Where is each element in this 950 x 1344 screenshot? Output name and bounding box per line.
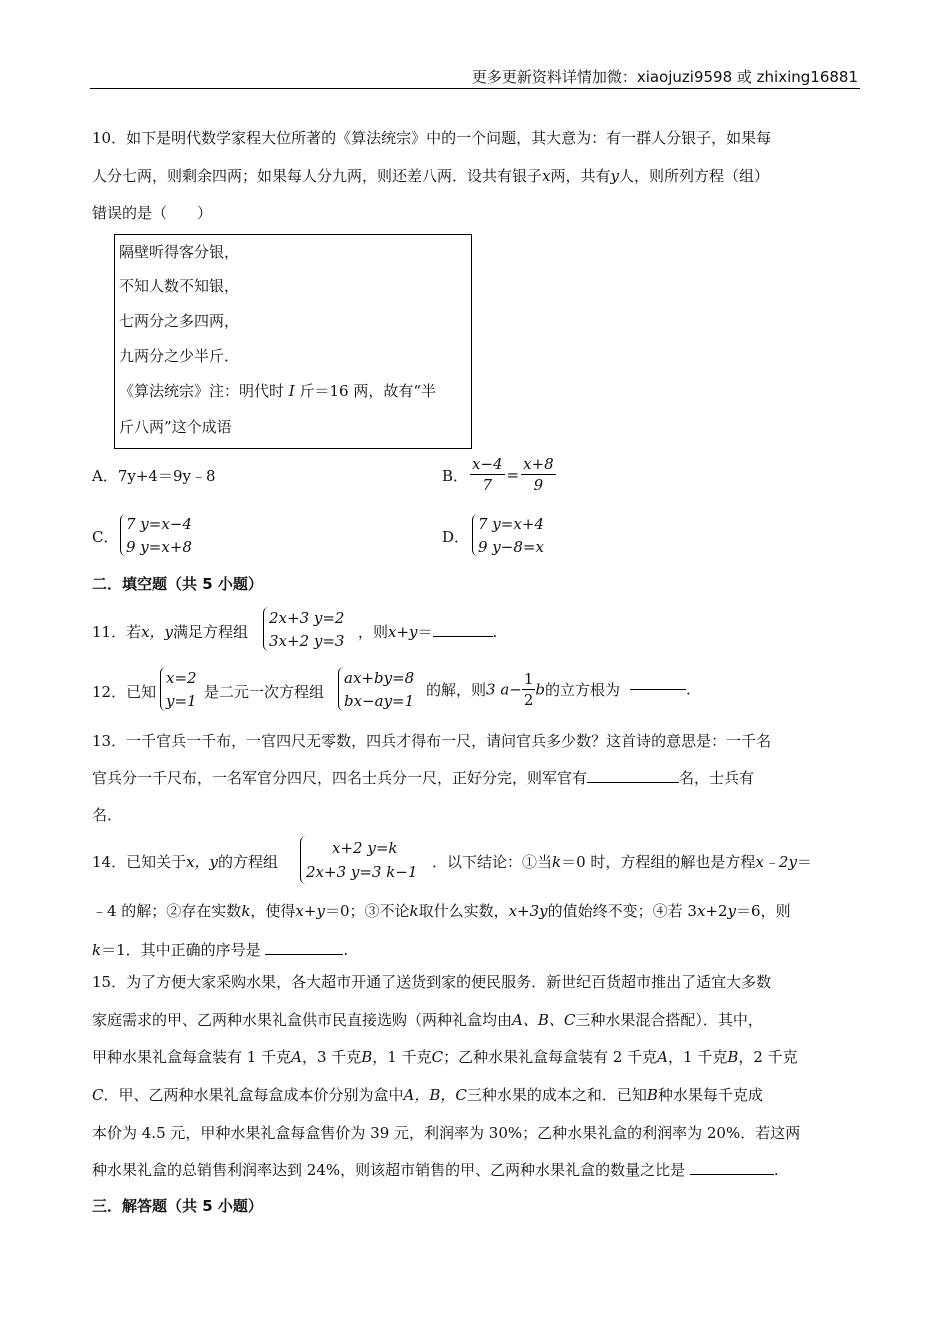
q12-row-3: ax+by=8: [344, 669, 415, 687]
q12-answer-blank[interactable]: [630, 689, 686, 690]
q13-line-1: 13．一千官兵一千布，一官四尺无零数，四兵才得布一尺，请问官兵多少数？这首诗的意思是：一千名: [92, 732, 772, 750]
q15-line-5: 本价为 4.5 元，甲种水果礼盒每盒售价为 39 元，利润率为 30%；乙种水果礼盒的利润率为 20%．若这两: [92, 1124, 801, 1142]
q11-text: 11．若x，y满足方程组: [92, 623, 249, 641]
q12-row-4: bx−ay=1: [344, 692, 415, 710]
option-c-row-1: 7 y=x−4: [126, 515, 192, 533]
q12-fraction: $\frac{1}{2}$: [523, 670, 534, 709]
option-b-equation[interactable]: $\frac{x-4}{7}$ = $\frac{x+8}{9}$: [472, 455, 554, 494]
q15-line-4: C．甲、乙两种水果礼盒每盒成本价分别为盒中A，B，C三种水果的成本之和．已知B种水果每千克成: [92, 1086, 763, 1104]
poem-note-line: 《算法统宗》注：明代时 I 斤＝16 两，故有“半: [119, 382, 437, 400]
q15-line-1: 15．为了方便大家采购水果，各大超市开通了送货到家的便民服务．新世纪百货超市推出了适宜大多数: [92, 973, 772, 991]
section-2-title: 二．填空题（共 5 小题）: [92, 575, 263, 593]
q15-line-6: 种水果礼盒的总销售利润率达到 24%，则该超市销售的甲、乙两种水果礼盒的数量之比是 .: [92, 1161, 779, 1179]
poem-box: [114, 234, 472, 449]
option-a[interactable]: A．7y+4＝9y﹣8: [92, 467, 216, 485]
q11-tail: ，则x+y＝ .: [358, 623, 498, 641]
q14-row-1: x+2 y=k: [332, 839, 398, 857]
q13-line-3: 名．: [92, 806, 123, 824]
option-b-label[interactable]: B．: [442, 467, 469, 485]
q13-line-2: 官兵分一千尺布，一名军官分四尺，四名士兵分一尺，正好分完，则军官有 名，士兵有: [92, 769, 755, 787]
q10-line-3: 错误的是（ ）: [92, 204, 213, 222]
q15-answer-blank[interactable]: [690, 1174, 774, 1175]
q11-answer-blank[interactable]: [433, 636, 493, 637]
q14-line-2: ﹣4 的解；②存在实数k，使得x+y＝0；③不论k取什么实数，x+3y的值始终不变；④若 3x+2y＝6，则: [92, 902, 791, 920]
q12-prefix: 12．已知: [92, 683, 157, 701]
q10-line-1: 10．如下是明代数学家程大位所著的《算法统宗》中的一个问题，其大意为：有一群人分银子，如果每: [92, 129, 772, 147]
section-3-title: 三．解答题（共 5 小题）: [92, 1197, 263, 1215]
q14-answer-blank[interactable]: [265, 954, 343, 955]
page-header: 更多更新资料详情加微：xiaojuzi9598 或 zhixing16881: [471, 68, 858, 86]
header-divider: [90, 88, 860, 89]
q14-prefix: 14．已知关于x，y的方程组: [92, 853, 279, 871]
q12-tail: 的解，则3 a− $\frac{1}{2}$ b的立方根为 .: [426, 670, 691, 709]
poem-line-2: 不知人数不知银，: [119, 277, 240, 295]
option-d-label[interactable]: D．: [442, 528, 470, 546]
poem-line-4: 九两分之少半斤．: [119, 347, 240, 365]
option-c-label[interactable]: C．: [92, 528, 119, 546]
poem-line-3: 七两分之多四两，: [119, 312, 240, 330]
poem-line-1: 隔壁听得客分银，: [119, 243, 240, 261]
q14-tail: ．以下结论：①当k＝0 时，方程组的解也是方程x﹣2y＝: [432, 853, 812, 871]
option-c-row-2: 9 y=x+8: [126, 538, 192, 556]
q14-line-3: k＝1．其中正确的序号是 .: [92, 941, 349, 959]
option-d-row-1: 7 y=x+4: [478, 515, 544, 533]
fraction-right: $\frac{x+8}{9}$: [523, 455, 554, 494]
q15-line-2: 家庭需求的甲、乙两种水果礼盒供市民直接选购（两种礼盒均由A、B、C三种水果混合搭配）．其中，: [92, 1011, 763, 1029]
q14-row-2: 2x+3 y=3 k−1: [306, 863, 418, 881]
q15-line-3: 甲种水果礼盒每盒装有 1 千克A，3 千克B，1 千克C；乙种水果礼盒每盒装有 2 千克A，1 千克B，2 千克: [92, 1048, 798, 1066]
q13-officer-blank[interactable]: [587, 782, 679, 783]
q12-row-1: x=2: [166, 669, 197, 687]
q12-row-2: y=1: [166, 692, 197, 710]
q11-row-1: 2x+3 y=2: [269, 609, 345, 627]
q12-mid: 是二元一次方程组: [204, 683, 325, 701]
poem-note-line-2: 斤八两”这个成语: [119, 418, 232, 436]
fraction-left: $\frac{x-4}{7}$: [472, 455, 503, 494]
q10-line-2: 人分七两，则剩余四两；如果每人分九两，则还差八两．设共有银子x两，共有y人，则所列方程（组）: [92, 167, 769, 185]
q11-row-2: 3x+2 y=3: [269, 632, 345, 650]
option-d-row-2: 9 y−8=x: [478, 538, 544, 556]
